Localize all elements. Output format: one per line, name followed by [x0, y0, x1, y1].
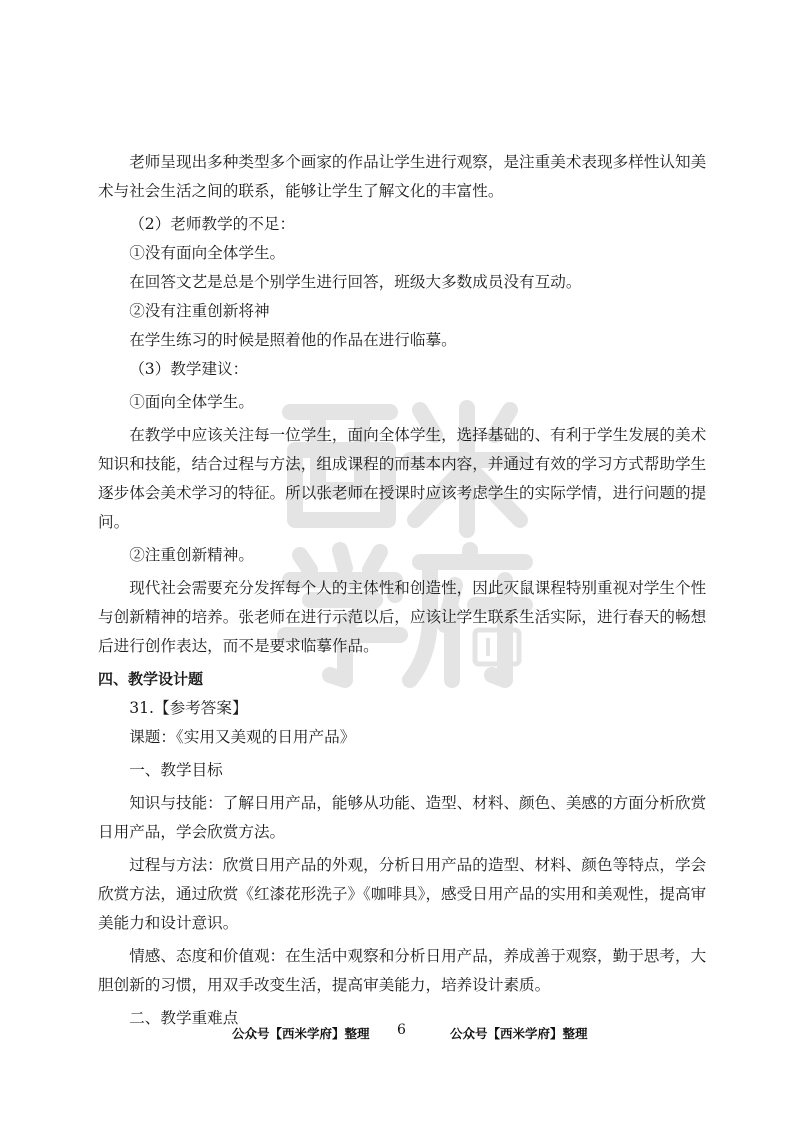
objective-knowledge-skills: 知识与技能：了解日用产品，能够从功能、造型、材料、颜色、美感的方面分析欣赏日用产品，学会欣赏方法。: [98, 794, 707, 841]
section-heading-teaching-design: 四、教学设计题: [98, 670, 204, 688]
lesson-title: 课题：《实用又美观的日用产品》: [129, 728, 356, 746]
answer-label: 31.【参考答案】: [129, 699, 248, 717]
point-not-all-students: ①没有面向全体学生。: [129, 244, 286, 262]
paragraph-copying-works: 在学生练习的时候是照着他的作品在进行临摹。: [129, 331, 457, 349]
paragraph-art-diversity: 老师呈现出多种类型多个画家的作品让学生进行观察，是注重美术表现多样性认知美术与社会生活之间的联系，能够让学生了解文化的丰富性。: [98, 153, 707, 200]
paragraph-creativity-society: 现代社会需要充分发挥每个人的主体性和创造性，因此灭鼠课程特别重视对学生个性与创新精神的培养。张老师在进行示范以后，应该让学生联系生活实际，进行春天的畅想后进行创作表达，而不是要求临摹作品。: [98, 579, 707, 655]
section-teaching-suggestions: （3）教学建议：: [129, 360, 249, 378]
document-body: [98, 148, 710, 1033]
point-innovation-spirit: ②注重创新精神。: [129, 546, 254, 564]
paragraph-attention-each-student: 在教学中应该关注每一位学生，面向全体学生，选择基础的、有利于学生发展的美术知识和技能，结合过程与方法，组成课程的而基本内容，并通过有效的学习方式帮助学生逐步体会美术学习的特征。所以张老师在授课时应该考虑学生的实际学情，进行问题的提问。: [98, 426, 707, 531]
watermark-text: 西米学府: [270, 390, 274, 391]
page-number: 6: [397, 1022, 406, 1038]
footer-left-text: 公众号【西米学府】整理: [232, 1026, 370, 1041]
point-face-all-students: ①面向全体学生。: [129, 393, 254, 411]
objective-emotion-values: 情感、态度和价值观：在生活中观察和分析日用产品，养成善于观察，勤于思考，大胆创新的习惯，用双手改变生活，提高审美能力，培养设计素质。: [98, 947, 707, 994]
objective-process-methods: 过程与方法：欣赏日用产品的外观，分析日用产品的造型、材料、颜色等特点，学会欣赏方法，通过欣赏《红漆花形洗子》《咖啡具》，感受日用产品的实用和美观性，提高审美能力和设计意识。: [98, 856, 707, 932]
point-no-innovation: ②没有注重创新将神: [129, 302, 270, 320]
section-teaching-shortcomings: （2）老师教学的不足：: [129, 215, 296, 233]
section-key-difficulties: 二、教学重难点: [129, 1009, 239, 1027]
paragraph-answer-interaction: 在回答文艺是总是个别学生进行回答，班级大多数成员没有互动。: [129, 273, 582, 291]
footer-right-text: 公众号【西米学府】整理: [450, 1026, 588, 1041]
section-teaching-objectives: 一、教学目标: [129, 761, 223, 779]
